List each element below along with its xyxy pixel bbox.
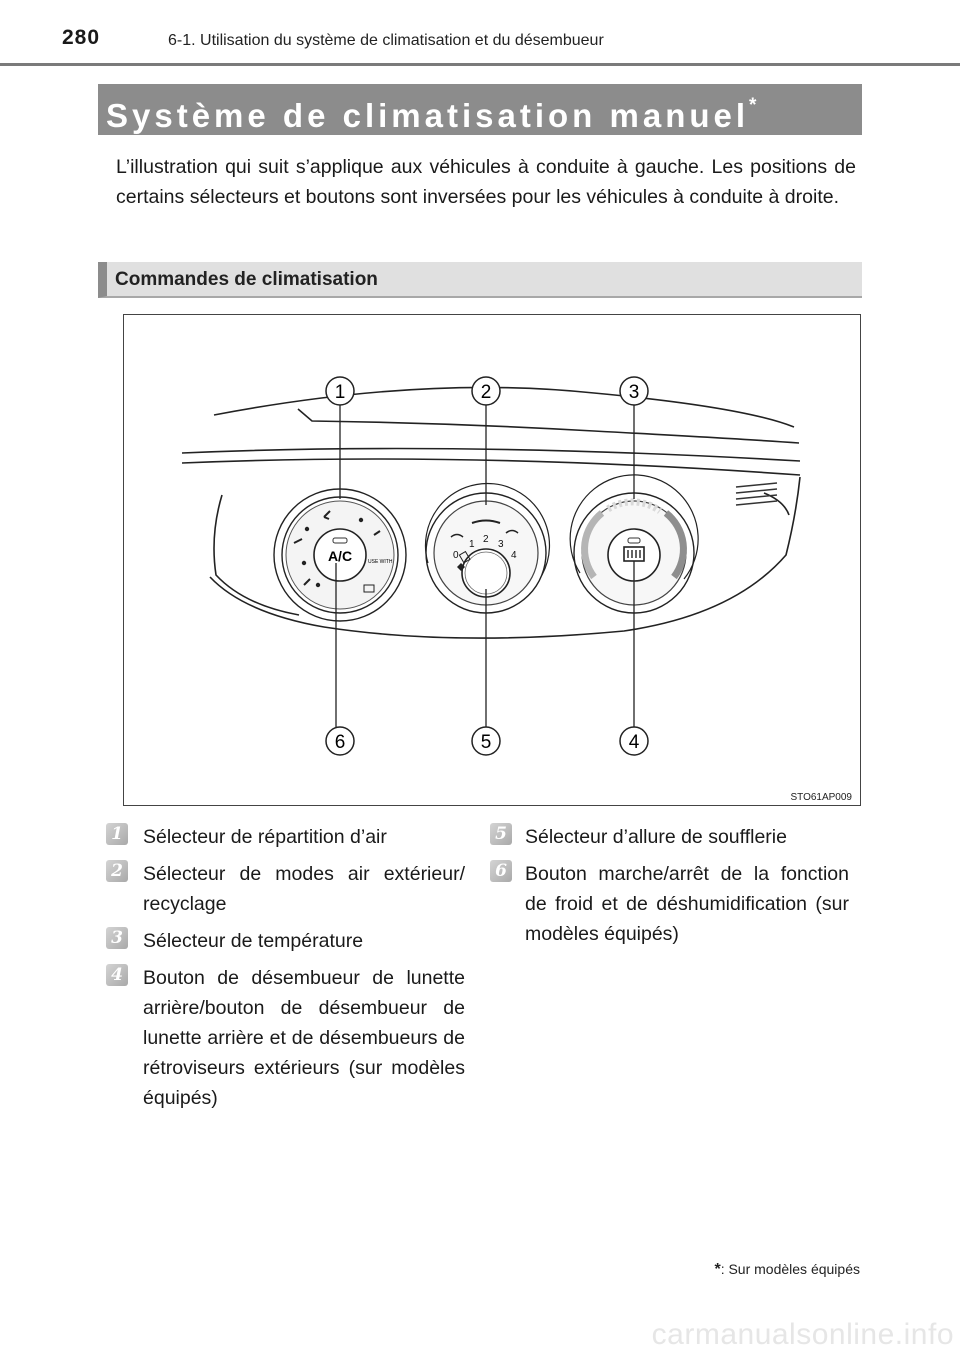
legend-text-4: Bouton de désembueur de lunette arrière/bouton de désembueur de lunette arrière et de désembueurs de rétroviseurs extérieurs (sur modèles équipés): [143, 967, 465, 1109]
climate-control-figure: [123, 314, 861, 806]
intro-paragraph: L’illustration qui suit s’applique aux véhicules à conduite à gauche. Les positions de certains sélecteurs et boutons sont inversées pour les véhicules à conduite à droite.: [116, 156, 856, 208]
ac-button-label: A/C: [327, 548, 353, 564]
callout-2: [472, 377, 500, 405]
figure-code: STO61AP009: [790, 792, 852, 803]
legend-text-3: Sélecteur de température: [143, 930, 364, 952]
fan-speed-dial: [425, 483, 549, 613]
callout-4-label: 4: [628, 732, 640, 753]
fan-speed-3: 3: [498, 539, 504, 550]
vent-grille: [736, 483, 777, 505]
fan-speed-2: 2: [483, 534, 489, 545]
legend-text-6: Bouton marche/arrêt de la fonction de froid et de déshumidification (sur modèles équipés): [525, 863, 849, 945]
legend-number-5: 5: [490, 823, 512, 845]
section-title-bar: [98, 84, 862, 135]
footnote: [714, 1261, 860, 1279]
callout-1: [326, 377, 354, 405]
legend-text-5: Sélecteur d’allure de soufflerie: [525, 826, 787, 848]
legend-number-4: 4: [106, 964, 128, 986]
subsection-title: Commandes de climatisation: [115, 269, 378, 290]
legend-number-1: 1: [106, 823, 128, 845]
legend-number-3: 3: [106, 927, 128, 949]
fan-speed-4: 4: [511, 550, 517, 561]
callout-5-label: 5: [480, 732, 492, 753]
callout-6: [326, 727, 354, 755]
section-title: [106, 97, 756, 134]
footnote-asterisk: *: [714, 1261, 721, 1278]
asterisk-mark: *: [749, 95, 757, 116]
air-distribution-dial: [274, 489, 406, 621]
callout-1-label: 1: [334, 382, 346, 403]
callout-3-label: 3: [628, 382, 640, 403]
legend-number-2: 2: [106, 860, 128, 882]
fan-speed-0: 0: [453, 550, 459, 561]
legend-text-2: Sélecteur de modes air extérieur/ recyclage: [143, 863, 465, 915]
callout-3: [620, 377, 648, 405]
callout-5: [472, 727, 500, 755]
legend-text-1: Sélecteur de répartition d’air: [143, 826, 387, 848]
callout-2-label: 2: [480, 382, 492, 403]
use-with-label: USE WITH: [368, 559, 393, 565]
legend-number-6: 6: [490, 860, 512, 882]
callout-6-label: 6: [334, 732, 346, 753]
subsection-bar: [98, 262, 862, 298]
callout-4: [620, 727, 648, 755]
watermark: carmanualsonline.info: [651, 1318, 954, 1351]
climate-panel-illustration: [124, 315, 860, 805]
section-title-text: Système de climatisation manuel: [106, 97, 750, 134]
fan-speed-1: 1: [469, 539, 475, 550]
header-rule: [0, 63, 960, 66]
running-header: 6-1. Utilisation du système de climatisation et du désembueur: [168, 32, 604, 49]
page-number: 280: [62, 26, 101, 49]
footnote-text: : Sur modèles équipés: [720, 1261, 860, 1277]
